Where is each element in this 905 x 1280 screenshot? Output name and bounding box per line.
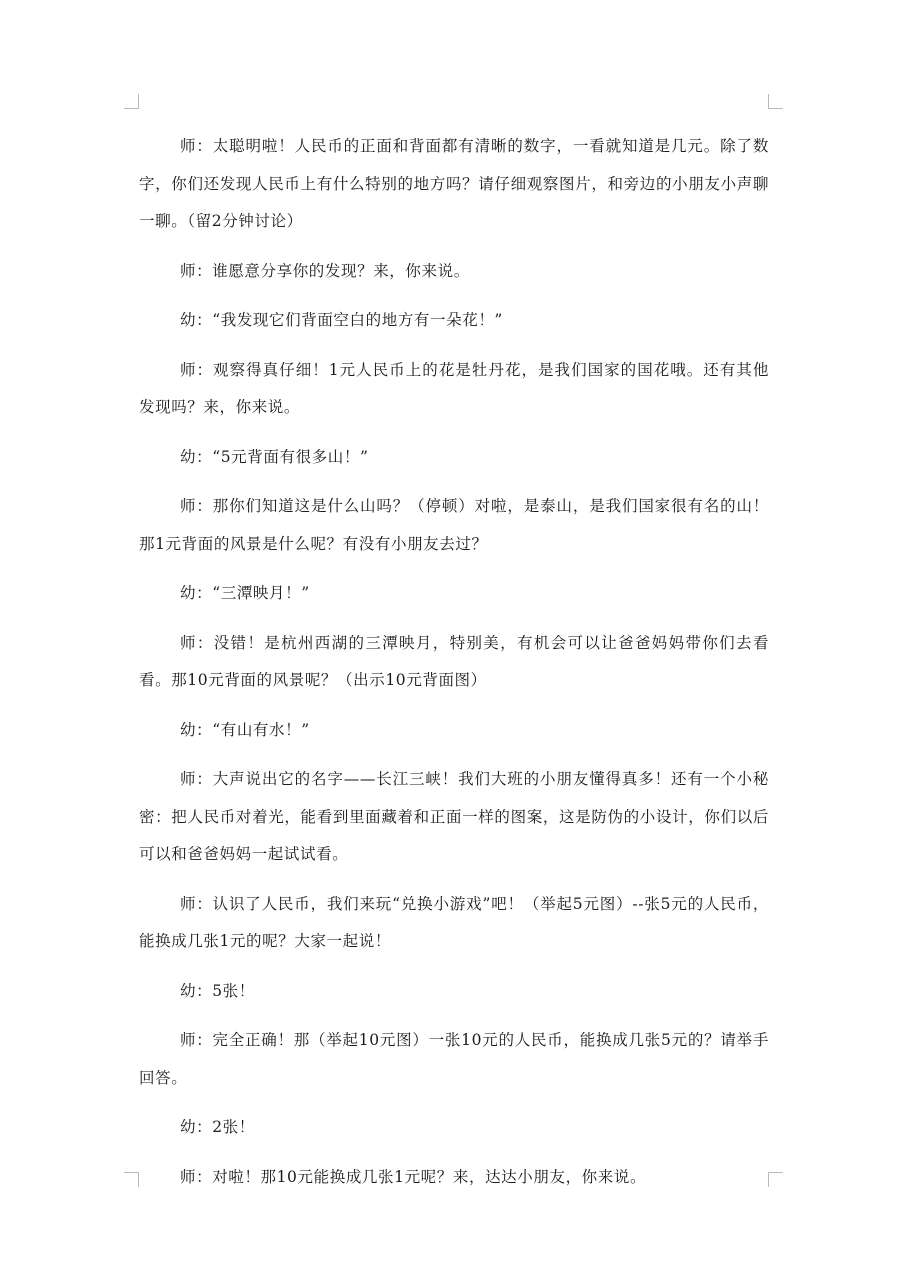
paragraph-13: 师：完全正确！那（举起10元图）一张10元的人民币，能换成几张5元的？请举手回答。 [139, 1031, 769, 1087]
paragraph-11: 师：认识了人民币，我们来玩“兑换小游戏”吧！（举起5元图）--张5元的人民币，能换成几张1元的呢？大家一起说！ [139, 894, 769, 950]
paragraph-15: 师：对啦！那10元能换成几张1元呢？来，达达小朋友，你来说。 [180, 1167, 647, 1186]
paragraph-1: 师：太聪明啦！人民币的正面和背面都有清晰的数字，一看就知道是几元。除了数字，你们还发现人民币上有什么特别的地方吗？请仔细观察图片，和旁边的小朋友小声聊一聊。（留2分钟讨论） [139, 137, 769, 230]
paragraph-8: 师：没错！是杭州西湖的三潭映月，特别美，有机会可以让爸爸妈妈带你们去看看。那10元背面的风景呢？（出示10元背面图） [139, 633, 769, 689]
paragraph-6: 师：那你们知道这是什么山吗？（停顿）对啦，是泰山，是我们国家很有名的山！那1元背面的风景是什么呢？有没有小朋友去过？ [139, 497, 769, 553]
crop-mark-top-right [768, 94, 783, 109]
paragraph-12: 幼：5张！ [180, 981, 255, 1000]
paragraph-2: 师：谁愿意分享你的发现？来，你来说。 [180, 261, 470, 280]
paragraph-5: 幼：“5元背面有很多山！” [180, 447, 369, 466]
paragraph-10: 师：大声说出它的名字——长江三峡！我们大班的小朋友懂得真多！还有一个小秘密：把人民币对着光，能看到里面藏着和正面一样的图案，这是防伪的小设计，你们以后可以和爸爸妈妈一起试试看。 [139, 770, 769, 863]
paragraph-9: 幼：“有山有水！” [180, 720, 310, 739]
crop-mark-top-left [124, 94, 139, 109]
paragraph-4: 师：观察得真仔细！1元人民币上的花是牡丹花，是我们国家的国花哦。还有其他发现吗？来，你来说。 [139, 360, 769, 416]
crop-mark-bottom-right [768, 1172, 783, 1187]
paragraph-14: 幼：2张！ [180, 1118, 255, 1136]
paragraph-3: 幼：“我发现它们背面空白的地方有一朵花！” [180, 311, 503, 329]
crop-mark-bottom-left [124, 1172, 139, 1187]
paragraph-7: 幼：“三潭映月！” [180, 584, 310, 602]
document-body [139, 128, 769, 1196]
